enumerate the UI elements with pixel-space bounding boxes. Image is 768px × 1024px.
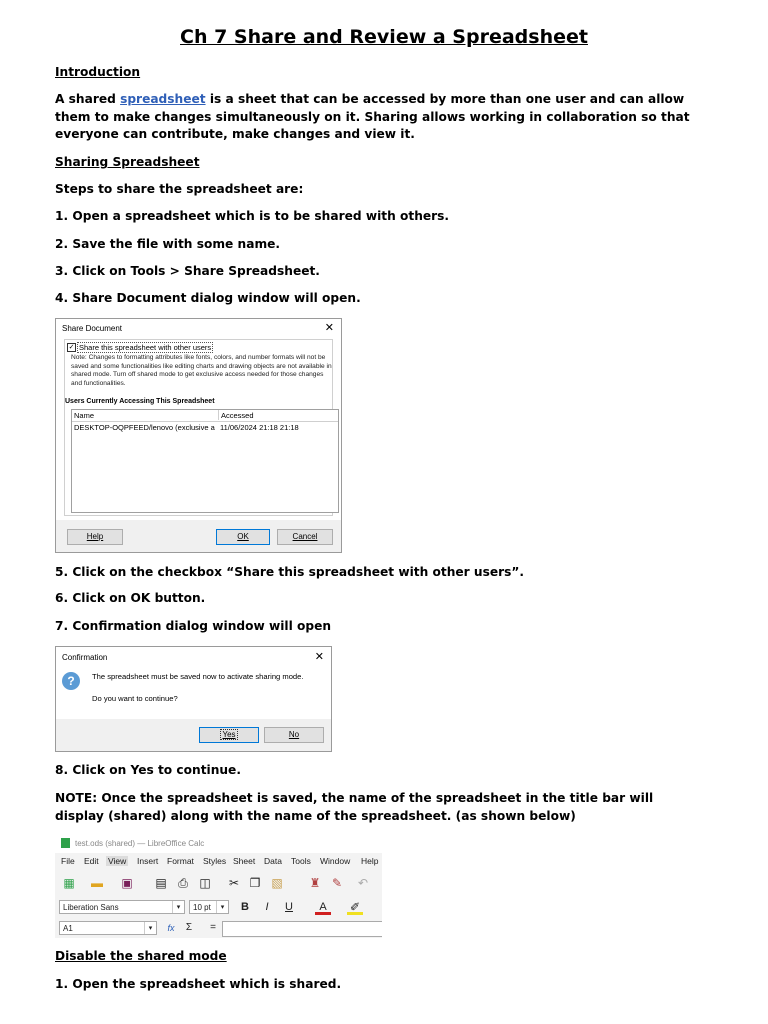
confirm-message: The spreadsheet must be saved now to activate sharing mode. bbox=[92, 672, 304, 681]
share-document-dialog bbox=[55, 318, 342, 553]
ok-button[interactable]: OK bbox=[216, 529, 270, 545]
font-name-box[interactable]: Liberation Sans ▾ bbox=[59, 900, 185, 914]
row-accessed: 11/06/2024 21:18 21:18 bbox=[220, 423, 299, 432]
step-5: 5. Click on the checkbox “Share this spreadsheet with other users”. bbox=[55, 565, 525, 579]
chevron-down-icon: ▾ bbox=[216, 901, 228, 913]
intro-suffix: is a sheet that can be accessed by more than one user and can allow them to make changes simultaneously on it. Sharing allows working in collaboration so that everyone can contribute, make changes and view it. bbox=[55, 92, 690, 141]
step-2: 2. Save the file with some name. bbox=[55, 237, 281, 251]
clear-formatting-icon[interactable]: ✎ bbox=[331, 876, 343, 890]
dialog-note: Note: Changes to formatting attributes like fonts, colors, and number formats will not be saved and some functionalities like editing charts and drawing objects are not available in shared mode. Turn off shared mode to get exclusive access needed for those changes and functionalities. bbox=[71, 354, 332, 387]
sum-icon[interactable]: Σ bbox=[185, 922, 193, 933]
save-icon[interactable]: ▣ bbox=[121, 876, 133, 890]
undo-icon[interactable]: ↶ bbox=[357, 876, 369, 890]
font-color-button[interactable]: A bbox=[315, 899, 331, 915]
confirm-question: Do you want to continue? bbox=[92, 694, 178, 703]
copy-icon[interactable]: ❐ bbox=[249, 876, 261, 890]
calc-logo-icon bbox=[61, 838, 70, 848]
users-list[interactable] bbox=[71, 409, 339, 513]
step-1: 1. Open a spreadsheet which is to be shared with others. bbox=[55, 209, 450, 223]
clone-formatting-icon[interactable]: ♜ bbox=[309, 876, 321, 890]
confirm-footer bbox=[56, 719, 331, 751]
italic-button[interactable]: I bbox=[265, 901, 269, 913]
chevron-down-icon: ▾ bbox=[144, 922, 156, 934]
disable-heading: Disable the shared mode bbox=[55, 949, 227, 963]
standard-toolbar bbox=[55, 871, 382, 895]
new-spreadsheet-icon[interactable]: ▦ bbox=[63, 876, 75, 890]
window-title: test.ods (shared) — LibreOffice Calc bbox=[75, 839, 205, 848]
note-paragraph: NOTE: Once the spreadsheet is saved, the name of the spreadsheet in the title bar will display (shared) along with the name of the spreadsheet. (as shown below) bbox=[55, 791, 654, 823]
print-preview-icon[interactable]: ◫ bbox=[199, 876, 211, 890]
step-7: 7. Confirmation dialog window will open bbox=[55, 619, 332, 633]
confirmation-dialog bbox=[55, 646, 332, 752]
menu-help[interactable]: Help bbox=[361, 856, 379, 866]
paste-icon[interactable]: ▧ bbox=[271, 876, 283, 890]
window-titlebar bbox=[55, 833, 382, 853]
menu-insert[interactable]: Insert bbox=[137, 856, 159, 866]
formula-bar bbox=[55, 919, 382, 938]
menu-edit[interactable]: Edit bbox=[84, 856, 99, 866]
spreadsheet-link[interactable]: spreadsheet bbox=[120, 92, 206, 106]
page-title: Ch 7 Share and Review a Spreadsheet bbox=[180, 26, 588, 48]
question-icon: ? bbox=[62, 672, 80, 690]
yes-button[interactable]: Yes bbox=[199, 727, 259, 743]
chevron-down-icon: ▾ bbox=[172, 901, 184, 913]
menu-view[interactable]: View bbox=[108, 856, 127, 866]
help-button[interactable]: Help bbox=[67, 529, 123, 545]
no-button[interactable]: No bbox=[264, 727, 324, 743]
menu-sheet[interactable]: Sheet bbox=[233, 856, 256, 866]
menu-window[interactable]: Window bbox=[320, 856, 351, 866]
export-pdf-icon[interactable]: ▤ bbox=[155, 876, 167, 890]
row-name: DESKTOP-OQPFEED/lenovo (exclusive a bbox=[74, 423, 215, 432]
introduction-heading: Introduction bbox=[55, 65, 141, 79]
list-header bbox=[72, 410, 338, 422]
font-size-box[interactable]: 10 pt ▾ bbox=[189, 900, 229, 914]
menu-bar bbox=[55, 853, 382, 870]
underline-button[interactable]: U bbox=[285, 901, 293, 913]
dialog-frame bbox=[64, 339, 333, 516]
close-icon[interactable]: ✕ bbox=[324, 322, 334, 334]
sharing-heading: Sharing Spreadsheet bbox=[55, 155, 200, 169]
cancel-button[interactable]: Cancel bbox=[277, 529, 333, 545]
formula-icon[interactable]: = bbox=[210, 922, 216, 933]
step-8: 8. Click on Yes to continue. bbox=[55, 763, 241, 777]
users-heading: Users Currently Accessing This Spreadsheet bbox=[65, 398, 215, 405]
menu-tools[interactable]: Tools bbox=[291, 856, 311, 866]
name-box[interactable]: A1 ▾ bbox=[59, 921, 157, 935]
col-name: Name bbox=[74, 411, 95, 420]
step-6: 6. Click on OK button. bbox=[55, 591, 206, 605]
cut-icon[interactable]: ✂ bbox=[228, 876, 240, 890]
print-icon[interactable]: ⎙ bbox=[178, 876, 188, 890]
menu-data[interactable]: Data bbox=[264, 856, 282, 866]
confirm-title: Confirmation bbox=[62, 653, 108, 662]
disable-step-1: 1. Open the spreadsheet which is shared. bbox=[55, 977, 342, 991]
highlight-icon[interactable]: ✐ bbox=[347, 899, 363, 915]
col-accessed: Accessed bbox=[218, 410, 254, 420]
checkbox-label[interactable]: Share this spreadsheet with other users bbox=[79, 343, 212, 352]
menu-styles[interactable]: Styles bbox=[203, 856, 227, 866]
function-wizard-icon[interactable]: fx bbox=[167, 923, 175, 933]
open-folder-icon[interactable]: ▬ bbox=[91, 876, 103, 890]
intro-prefix: A shared bbox=[55, 92, 121, 106]
bold-button[interactable]: B bbox=[241, 901, 249, 913]
menu-file[interactable]: File bbox=[61, 856, 75, 866]
input-line[interactable] bbox=[222, 921, 382, 937]
libreoffice-window bbox=[55, 833, 382, 938]
close-icon[interactable]: ✕ bbox=[314, 651, 324, 663]
intro-paragraph bbox=[55, 91, 695, 144]
formatting-toolbar bbox=[55, 896, 382, 920]
steps-intro: Steps to share the spreadsheet are: bbox=[55, 182, 304, 196]
dialog-footer bbox=[56, 520, 341, 552]
menu-format[interactable]: Format bbox=[167, 856, 194, 866]
dialog-title: Share Document bbox=[62, 324, 123, 333]
step-4: 4. Share Document dialog window will open. bbox=[55, 291, 361, 305]
share-checkbox[interactable]: ✓ bbox=[68, 344, 75, 351]
step-3: 3. Click on Tools > Share Spreadsheet. bbox=[55, 264, 320, 278]
